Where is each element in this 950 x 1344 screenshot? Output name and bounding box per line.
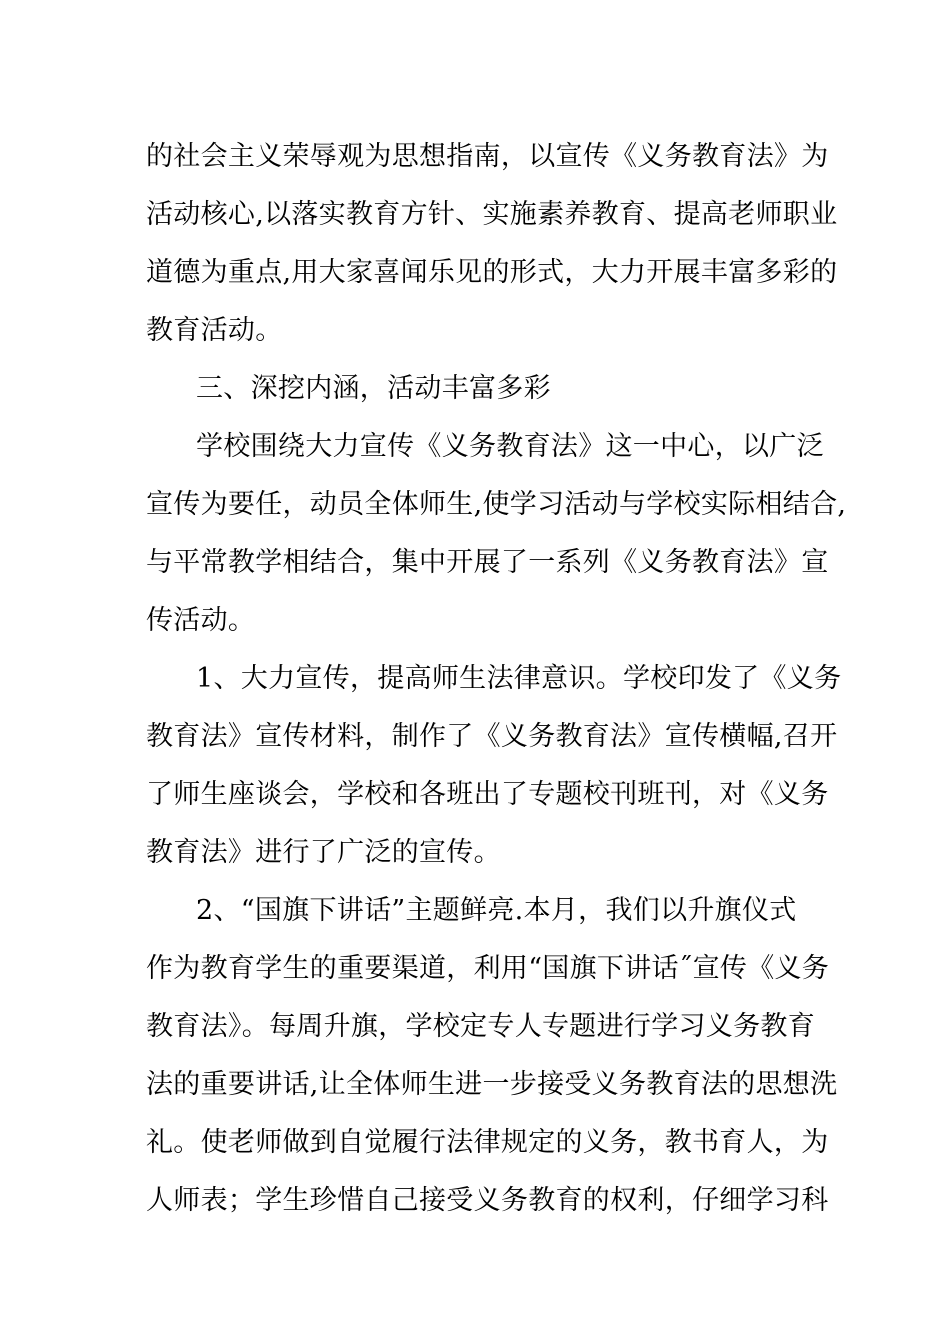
text-line: 人师表；学生珍惜自己接受义务教育的权利，仔细学习科 bbox=[146, 1185, 829, 1216]
text-line: 教育活动。 bbox=[146, 315, 283, 346]
text-line: 教育法》宣传材料，制作了《义务教育法》宣传横幅,召开 bbox=[146, 721, 838, 752]
text-line: 教育法》进行了广泛的宣传。 bbox=[146, 837, 501, 868]
text-line: 宣传为要任，动员全体师生,使学习活动与学校实际相结合, bbox=[146, 489, 847, 520]
text-line: 传活动。 bbox=[146, 605, 256, 636]
document-body bbox=[146, 128, 847, 1230]
text-line: 的社会主义荣辱观为思想指南，以宣传《义务教育法》为 bbox=[146, 141, 829, 172]
text-line: 与平常教学相结合，集中开展了一系列《义务教育法》宣 bbox=[146, 547, 829, 578]
text-line: 道德为重点,用大家喜闻乐见的形式，大力开展丰富多彩的 bbox=[146, 257, 838, 288]
text-line: 法的重要讲话,让全体师生进一步接受义务教育法的思想洗 bbox=[146, 1069, 838, 1100]
text-line: 1、大力宣传，提高师生法律意识。学校印发了《义务 bbox=[196, 663, 842, 694]
text-line: 学校围绕大力宣传《义务教育法》这一中心，以广泛 bbox=[196, 431, 824, 462]
text-line: 了师生座谈会，学校和各班出了专题校刊班刊，对《义务 bbox=[146, 779, 829, 810]
text-line: 教育法》。每周升旗，学校定专人专题进行学习义务教育 bbox=[146, 1011, 815, 1042]
text-line: 活动核心,以落实教育方针、实施素养教育、提高老师职业 bbox=[146, 199, 838, 230]
text-line: 2、“国旗下讲话”主题鲜亮.本月，我们以升旗仪式 bbox=[196, 895, 797, 926]
text-line: 作为教育学生的重要渠道，利用“国旗下讲话˝宣传《义务 bbox=[146, 953, 830, 984]
text-line: 礼。使老师做到自觉履行法律规定的义务，教书育人，为 bbox=[146, 1127, 829, 1158]
section-heading: 三、深挖内涵，活动丰富多彩 bbox=[196, 373, 551, 404]
